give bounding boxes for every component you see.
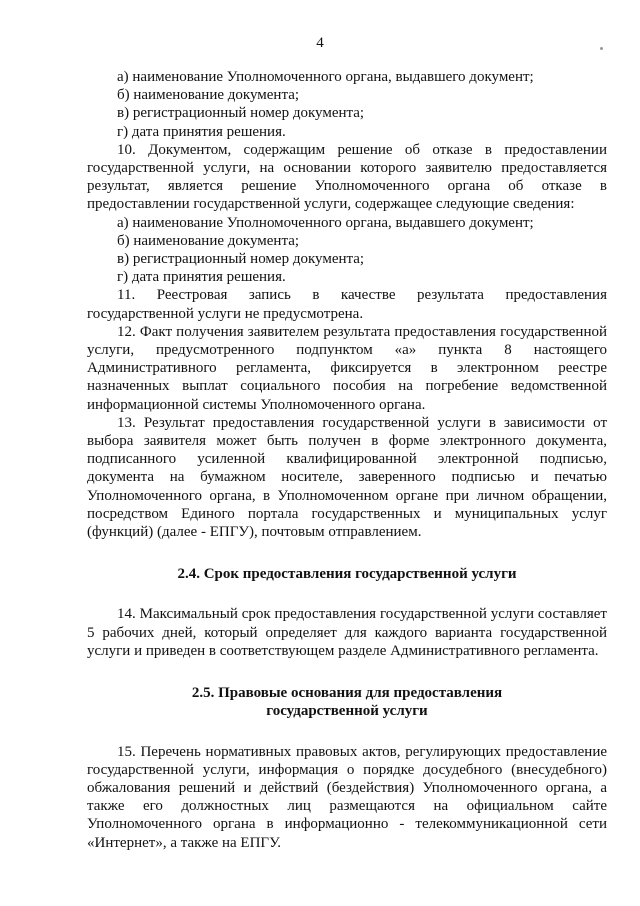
- paragraph-11: 11. Реестровая запись в качестве результата предоставления государственной услуги не предусмотрена.: [87, 287, 607, 322]
- item-v-2: в) регистрационный номер документа;: [117, 251, 365, 268]
- item-a-1: а) наименование Уполномоченного органа, выдавшего документ;: [117, 69, 534, 85]
- section-2-5-heading: [87, 684, 607, 720]
- section-2-5-heading-line1: 2.5. Правовые основания для предоставления: [191, 685, 503, 702]
- item-a-2: а) наименование Уполномоченного органа, выдавшего документ;: [117, 214, 534, 231]
- paragraph-14: 14. Максимальный срок предоставления государственной услуги составляет 5 рабочих дней, который определяет для каждого варианта государственной услуги и приведен в соответствующем разделе Административного регламента.: [87, 606, 607, 659]
- item-v-1: в) регистрационный номер документа;: [117, 105, 365, 122]
- scan-dot: [600, 47, 603, 50]
- document-body: [87, 68, 607, 852]
- section-2-5-heading-line2: государственной услуги: [266, 703, 428, 720]
- paragraph-12: 12. Факт получения заявителем результата предоставления государственной услуги, предусмотренного подпунктом «а» пункта 8 настоящего Административного регламента, фиксируется в электронном реестре назначенных выплат социального пособия на погребение ведомственной информационной системы Уполномоченного органа.: [87, 323, 607, 413]
- item-b-2: б) наименование документа;: [117, 232, 300, 249]
- paragraph-15: 15. Перечень нормативных правовых актов, регулирующих предоставление государственной услуги, информация о порядке досудебного (внесудебного) обжалования решений и действий (бездействия) Уполномоченного органа, а также его должностных лиц размещаются на официальном сайте Уполномоченного органа в информационно - телекоммуникационной сети «Интернет», а также на ЕПГУ.: [87, 743, 607, 851]
- item-g-1: г) дата принятия решения.: [117, 123, 286, 140]
- paragraph-13: 13. Результат предоставления государственной услуги в зависимости от выбора заявителя может быть получен в форме электронного документа, подписанного усиленной квалифицированной электронной подписью, документа на бумажном носителе, заверенного подписью и печатью Уполномоченного органа, в Уполномоченном органе при личном обращении, посредством Единого портала государственных и муниципальных услуг (функций) (далее - ЕПГУ), почтовым отправлением.: [87, 414, 607, 541]
- section-2-4-heading: 2.4. Срок предоставления государственной услуги: [177, 566, 517, 583]
- page-number: 4: [316, 35, 324, 51]
- item-b-1: б) наименование документа;: [117, 87, 300, 104]
- item-g-2: г) дата принятия решения.: [117, 269, 286, 286]
- paragraph-10: 10. Документом, содержащим решение об отказе в предоставлении государственной услуги, на основании которого заявителю предоставляется результат, является решение Уполномоченного органа об отказе в предоставлении государственной услуги, содержащее следующие сведения:: [87, 141, 607, 213]
